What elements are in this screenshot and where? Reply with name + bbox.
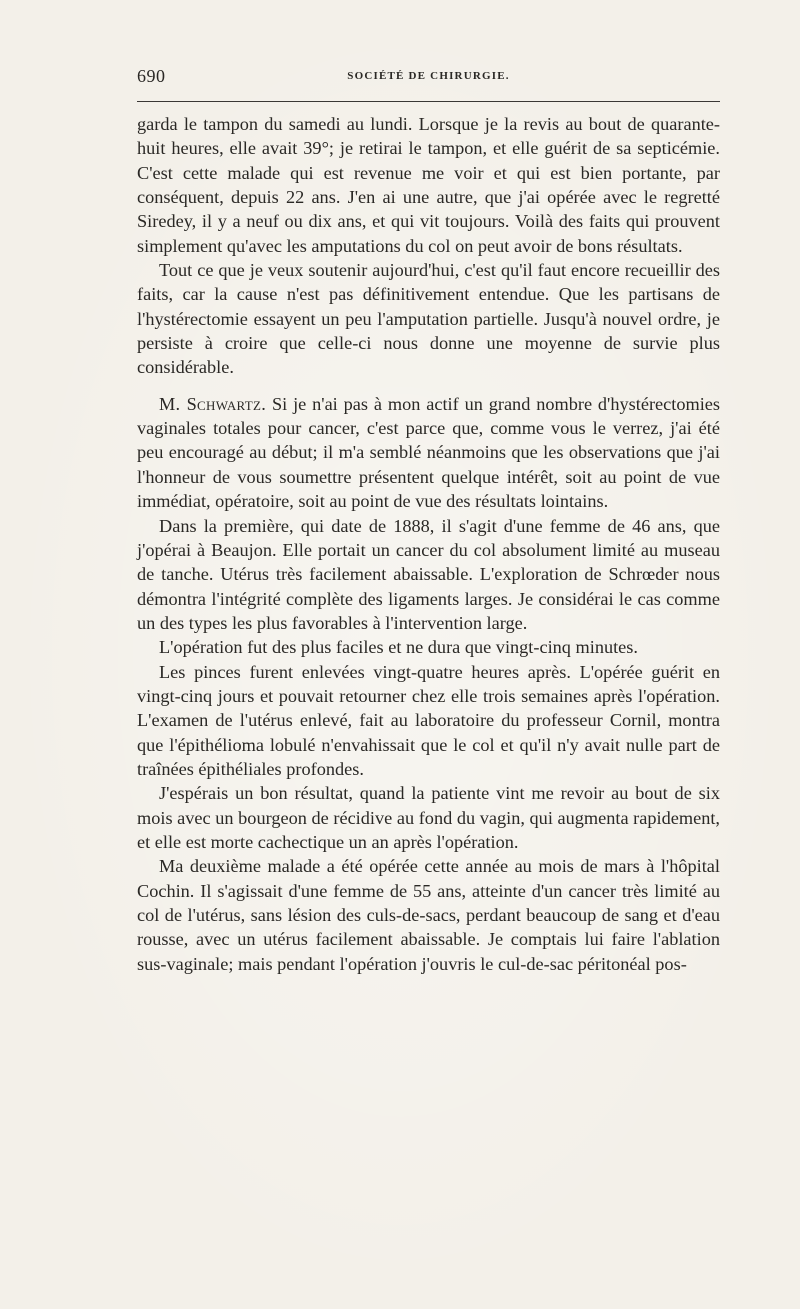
speech-text: Si je n'ai pas à mon actif un grand nombre d'hystérectomies vaginales totales pour cancer, c'est parce que, comme vous le verrez, j'ai été peu encouragé au début; il m'a semblé néanmoins que les observations que j'ai l'honneur de vous soumettre présentent quelque intérêt, soit au point de vue immédiat, opératoire, soit au point de vue des résultats lointains. [137,393,721,512]
paragraph: garda le tampon du samedi au lundi. Lorsque je la revis au bout de quarante-huit heures, elle avait 39°; je retirai le tampon, et elle guérit de sa septicémie. C'est cette malade qui est revenue me voir et qui est bien portante, par conséquent, depuis 22 ans. J'en ai une autre, que j'ai opérée avec le regretté Siredey, il y a neuf ou dix ans, et qui vit toujours. Voilà des faits qui prouvent simplement qu'avec les amputations du col on peut avoir de bons résultats. [137,114,720,256]
running-title: SOCIÉTÉ DE CHIRURGIE. [347,70,510,82]
body-text [137,112,720,976]
speaker-name: M. Schwartz. [159,393,267,414]
paragraph: Les pinces furent enlevées vingt-quatre heures après. L'opérée guérit en vingt-cinq jours et pouvait retourner chez elle trois semaines après l'opération. L'examen de l'utérus enlevé, fait au laboratoire du professeur Cornil, montra que l'épithélioma lobulé n'envahissait que le col et qu'il n'y avait nulle part de traînées épithéliales profondes. [137,661,720,779]
page-header [137,66,720,90]
paragraph: J'espérais un bon résultat, quand la patiente vint me revoir au bout de six mois avec un bourgeon de récidive au fond du vagin, qui augmenta rapidement, et elle est morte cachectique un an après l'opération. [137,783,720,852]
paragraph: L'opération fut des plus faciles et ne dura que vingt-cinq minutes. [159,637,638,658]
paragraph-speech [137,392,720,514]
paragraph: Dans la première, qui date de 1888, il s'agit d'une femme de 46 ans, que j'opérai à Beaujon. Elle portait un cancer du col absolument limité au museau de tanche. Utérus très facilement abaissable. L'exploration de Schrœder nous démontra l'intégrité complète des ligaments larges. Je considérai le cas comme un des types les plus favorables à l'intervention large. [137,515,720,633]
header-rule [137,101,720,102]
paragraph: Ma deuxième malade a été opérée cette année au mois de mars à l'hôpital Cochin. Il s'agissait d'une femme de 55 ans, atteinte d'un cancer très limité au col de l'utérus, sans lésion des culs-de-sacs, perdant beaucoup de sang et d'eau rousse, avec un utérus facilement abaissable. Je comptais lui faire l'ablation sus-vaginale; mais pendant l'opération j'ouvris le cul-de-sac péritonéal pos- [137,856,720,974]
page-number: 690 [137,66,166,86]
paragraph: Tout ce que je veux soutenir aujourd'hui, c'est qu'il faut encore recueillir des faits, car la cause n'est pas définitivement entendue. Que les partisans de l'hystérectomie essayent un peu l'amputation partielle. Jusqu'à nouvel ordre, je persiste à croire que celle-ci nous donne une moyenne de survie plus considérable. [137,260,720,378]
